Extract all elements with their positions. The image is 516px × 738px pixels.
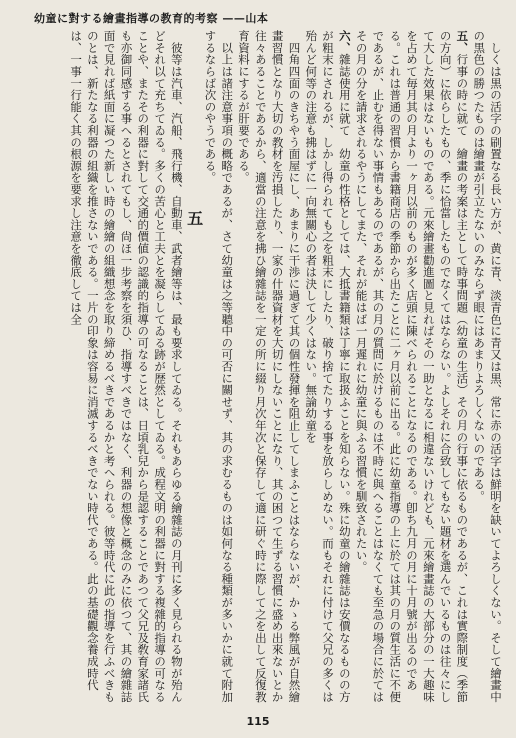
paragraph-text: 雜誌使用に就て 幼童の性格としては、大抵書籍類は丁寧に取扱ふことを知らない。殊に幼童の繪雜誌は安價なるものの方が粗末にされるが、しかし得られても之を粗末にしたり、破り捨てたりする事を放らしめない。而もそれに付けて父兄の多くは殆んど何等の注意も拂はずに一向無關心の者は決して少くはない。無論幼童を [304, 30, 352, 703]
paragraph-text: しくは黒の活字の刷置なる長い方が、黄に青、淡青色に青又は黒、常に赤の活字は鮮明を缺いてよろしくない。そして繪畫中の黒色の勝つたものは繪畫が引立たないのみならず眼にはあまりよろしくないのである。 [472, 30, 503, 703]
paragraph-text: 行事の時に就て 繪畫の考案は主として時事問題（幼童の生活）その月の行事に依るものであるが、これは實際制度（季節の方向）に依らしたもの、季に恰當したものでなくてはならない。よしそれに合致してもない題材を選んでいるものは往々にして大した效果はないものである。元來繪畫勸進圖と見ればその一助となるに相違ないけれども、元來繪畫誌の大部分の一大趣味を占めて毎月其の月より一ヶ月以前のものが多く店頭に陳べられることになるのである。卽ち九月の月に十月號が出るのである。これは普通の習慣から書籍商店の季節から出たことに二ヶ月以前に出る。此に幼童指導の上に於ては其の月の質生活に不便であるが、止むを得ない事情もあるのであるが、其の月の質問に於けるものは不時に與へることはなくても至急の場合に於てはその月の分を請求されるやうにしてまた、それが能はば一月遲れに幼童に與ふる習慣を馴致されたい。 [354, 30, 470, 703]
section-number [185, 30, 202, 710]
paragraph [67, 30, 185, 710]
running-header: 幼童に對する繪畫指導の教育的考察 ——山本 [34, 12, 269, 25]
paragraph [353, 30, 471, 710]
section-number-label: 五 [184, 210, 204, 227]
paragraph-text: 以上は諸注意事項の概略であるが、さて幼童は之等聽中の可否に關せず、其の求むるものは如何なる種類が多いかに就て附加するならば次のやうである。 [203, 30, 235, 703]
paragraph-text: 彼等は汽車、汽船、飛行機、自動車、武者繪等は、最も要求してゐる。それもあらゆる繪雜誌の月刊に多く見られる物が殆んどそれ以て充ちてゐる。多くの苦心と工夫とを凝らしてゐる跡が歴然としてゐる。成程文明の利器に對する複雜的指導の可なることや、またその利器に對して交通的價値の認識的指導の可なることは、日頃乳兒から是認することであつて父兄及敎育家諸氏も亦御同感する事へるとされてもし、尙ほ一步考察を須ひ、指導すべきではなく、利器の想像と概念のみに依つて、其の繪雜誌面で見れば紙面に凝つた新しい時の繪繪の組織想念を取り締めるべきであるかと考へられる。彼等時代に此の指導を行ふべきものとは、新たなる利器の組織を推さないである。一片の印象は容易に消滅するべきでない時代である。此の基礎觀念養成時代は、一事一行能く其の根源を要求し注意を徹底しては全 [69, 30, 184, 703]
paragraph [235, 30, 302, 710]
paragraph [470, 30, 504, 710]
paragraph-lead: 五、 [455, 30, 470, 54]
paragraph [302, 30, 352, 710]
paragraph-text: 四角四面のきちやう面屋にし、あまりに干渉に過ぎて其の個性發揮を阻止してしまふことはならないが、かゝる弊風が自然繪畫習慣となり大切の教材を汚損したり、一家の什器資材を大切にしないことになり、其の困つて生ずる習慣に盛め出來ないとか往々あることであるから、適當の注意を拂ひ繪雜誌を一定の所に綴り月次年次と保存して適に研ぐ時に際して之を出して反復教育資料にするが肝要である。 [237, 30, 302, 703]
body-text [38, 30, 504, 710]
page-number: 115 [246, 715, 270, 728]
paragraph-lead: 六、 [337, 30, 352, 54]
paragraph [202, 30, 236, 710]
